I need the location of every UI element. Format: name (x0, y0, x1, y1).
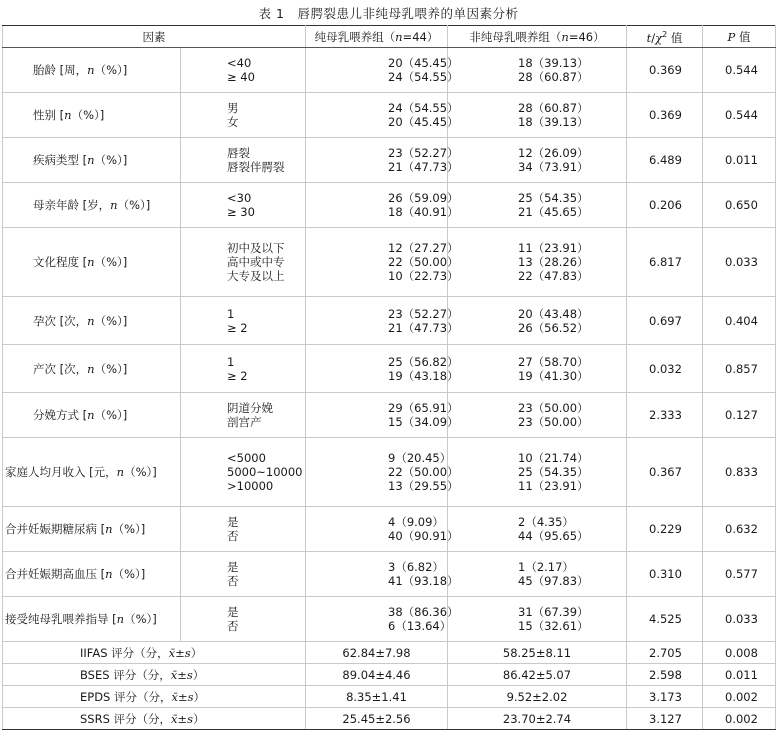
subcategory-value: 是 (227, 515, 239, 529)
statistic-value: 4.525 (627, 597, 703, 642)
subcategory-cell (181, 297, 306, 345)
group2-value: 27（58.70） (518, 354, 589, 369)
p-value: 0.544 (703, 93, 776, 138)
group1-value: 6（13.64） (388, 619, 452, 633)
p-value: 0.002 (703, 708, 776, 730)
p-value: 0.002 (703, 686, 776, 708)
group1-value: 23（52.27） (388, 306, 459, 321)
group1-cell (306, 438, 459, 507)
group2-cell (448, 438, 627, 507)
subcategory-cell (181, 93, 306, 138)
group1-value: 13（29.55） (388, 479, 459, 493)
subcategory-value: >10000 (227, 479, 274, 493)
subcategory-value: <5000 (227, 451, 266, 465)
factor-label: 疾病类型 [n（%）] (3, 138, 181, 183)
subcategory-cell (181, 345, 306, 393)
group2-value: 18（39.13） (518, 115, 589, 129)
statistic-value: 0.310 (627, 552, 703, 597)
subcategory-value: 否 (227, 619, 239, 633)
group2-value: 44（95.65） (518, 529, 589, 543)
group1-score: 8.35±1.41 (306, 686, 448, 708)
group2-value: 23（50.00） (518, 415, 589, 429)
statistic-value: 2.705 (627, 642, 703, 664)
group1-score: 62.84±7.98 (306, 642, 448, 664)
group2-value: 11（23.91） (518, 479, 589, 493)
p-value: 0.833 (703, 438, 776, 507)
p-value: 0.650 (703, 183, 776, 228)
factor-label: 分娩方式 [n（%）] (3, 393, 181, 438)
table-row (3, 507, 776, 552)
group2-value: 18（39.13） (518, 56, 589, 70)
group1-value: 21（47.73） (388, 160, 459, 174)
factor-label: 家庭人均月收入 [元，n（%）] (3, 438, 181, 507)
subcategory-cell (181, 507, 306, 552)
group1-value: 9（20.45） (388, 451, 452, 465)
group2-value: 12（26.09） (518, 146, 589, 160)
group2-cell (448, 345, 627, 393)
group1-value: 10（22.73） (388, 269, 459, 283)
table-row (3, 93, 776, 138)
table-row (3, 228, 776, 297)
subcategory-value: 5000~10000 (227, 465, 303, 479)
statistic-value: 3.173 (627, 686, 703, 708)
group1-cell (306, 297, 459, 345)
subcategory-value: 初中及以下 (227, 241, 285, 255)
statistic-value: 0.032 (627, 345, 703, 393)
header-factor: 因素 (3, 26, 306, 48)
group2-score: 9.52±2.02 (448, 686, 627, 708)
group1-cell (306, 393, 459, 438)
subcategory-cell (181, 552, 306, 597)
group2-cell (448, 93, 627, 138)
group2-value: 21（45.65） (518, 205, 589, 219)
p-value: 0.404 (703, 297, 776, 345)
group2-value: 15（32.61） (518, 619, 589, 633)
subcategory-value: <40 (227, 56, 252, 70)
table-row (3, 597, 776, 642)
group2-value: 1（2.17） (518, 560, 574, 574)
group1-score: 25.45±2.56 (306, 708, 448, 730)
group1-value: 19（43.18） (388, 368, 459, 383)
score-row (3, 642, 776, 664)
group2-value: 13（28.26） (518, 255, 589, 269)
group2-cell (448, 393, 627, 438)
p-value: 0.577 (703, 552, 776, 597)
table-row (3, 48, 776, 93)
group1-cell (306, 183, 459, 228)
group1-value: 21（47.73） (388, 320, 459, 335)
group1-value: 3（6.82） (388, 560, 444, 574)
table-row (3, 183, 776, 228)
subcategory-cell (181, 48, 306, 93)
table-title: 表 1 唇腭裂患儿非纯母乳喂养的单因素分析 (258, 6, 519, 21)
subcategory-value: ≥ 2 (227, 320, 248, 335)
group1-value: 38（86.36） (388, 605, 459, 619)
subcategory-value: 否 (227, 574, 239, 588)
group1-value: 29（65.91） (388, 401, 459, 415)
group1-value: 24（54.55） (388, 101, 459, 115)
group1-value: 20（45.45） (388, 115, 459, 129)
group1-value: 41（93.18） (388, 574, 459, 588)
factor-label: 母亲年龄 [岁，n（%）] (3, 183, 181, 228)
header-statistic: $t/\chi^2$ 值 (627, 26, 703, 48)
group2-value: 11（23.91） (518, 241, 589, 255)
score-row (3, 686, 776, 708)
group1-value: 22（50.00） (388, 255, 459, 269)
subcategory-value: 是 (227, 605, 239, 619)
subcategory-value: 否 (227, 529, 239, 543)
header-group2: 非纯母乳喂养组（n=46） (448, 26, 627, 48)
group2-value: 25（54.35） (518, 191, 589, 205)
group2-value: 23（50.00） (518, 401, 589, 415)
statistic-value: 0.229 (627, 507, 703, 552)
group1-value: 24（54.55） (388, 70, 459, 84)
group1-value: 12（27.27） (388, 241, 459, 255)
group1-cell (306, 507, 459, 552)
group2-score: 23.70±2.74 (448, 708, 627, 730)
table-row (3, 438, 776, 507)
subcategory-value: ≥ 40 (227, 70, 255, 84)
p-value: 0.127 (703, 393, 776, 438)
group2-value: 19（41.30） (518, 368, 589, 383)
factor-label: 合并妊娠期高血压 [n（%）] (3, 552, 181, 597)
group2-cell (448, 183, 627, 228)
factor-label: 性别 [n（%）] (3, 93, 181, 138)
factor-label: 胎龄 [周，n（%）] (3, 48, 181, 93)
factor-label: 文化程度 [n（%）] (3, 228, 181, 297)
statistic-value: 2.333 (627, 393, 703, 438)
score-label: SSRS 评分（分，x̄±s） (3, 708, 306, 730)
group1-value: 26（59.09） (388, 191, 459, 205)
score-row (3, 708, 776, 730)
group2-cell (448, 228, 627, 297)
subcategory-value: <30 (227, 191, 252, 205)
group1-value: 15（34.09） (388, 415, 459, 429)
header-group1: 纯母乳喂养组（n=44） (306, 26, 448, 48)
score-label: IIFAS 评分（分，x̄±s） (3, 642, 306, 664)
header-p-value: P 值 (703, 26, 776, 48)
group2-value: 25（54.35） (518, 465, 589, 479)
statistic-value: 6.489 (627, 138, 703, 183)
factor-label: 合并妊娠期糖尿病 [n（%）] (3, 507, 181, 552)
group2-cell (448, 48, 627, 93)
group2-value: 31（67.39） (518, 605, 589, 619)
group1-cell (306, 345, 459, 393)
statistic-value: 0.697 (627, 297, 703, 345)
group1-value: 25（56.82） (388, 354, 459, 369)
statistic-value: 0.369 (627, 93, 703, 138)
group2-score: 86.42±5.07 (448, 664, 627, 686)
group2-value: 28（60.87） (518, 70, 589, 84)
table-row (3, 297, 776, 345)
subcategory-value: ≥ 30 (227, 205, 255, 219)
score-label: BSES 评分（分，x̄±s） (3, 664, 306, 686)
subcategory-value: ≥ 2 (227, 368, 248, 383)
subcategory-cell (181, 138, 306, 183)
table-row (3, 138, 776, 183)
subcategory-cell (181, 183, 306, 228)
group2-value: 26（56.52） (518, 320, 589, 335)
group1-value: 23（52.27） (388, 146, 459, 160)
group2-value: 34（73.91） (518, 160, 589, 174)
subcategory-value: 男 (227, 101, 239, 115)
score-row (3, 664, 776, 686)
group1-value: 18（40.91） (388, 205, 459, 219)
group2-value: 28（60.87） (518, 101, 589, 115)
group1-value: 40（90.91） (388, 529, 459, 543)
p-value: 0.011 (703, 138, 776, 183)
group2-cell (448, 138, 627, 183)
group2-cell (448, 507, 627, 552)
p-value: 0.632 (703, 507, 776, 552)
group2-value: 22（47.83） (518, 269, 589, 283)
group2-score: 58.25±8.11 (448, 642, 627, 664)
subcategory-value: 唇裂 (227, 146, 250, 160)
statistic-value: 0.367 (627, 438, 703, 507)
subcategory-cell (181, 438, 306, 507)
subcategory-cell (181, 393, 306, 438)
p-value: 0.857 (703, 345, 776, 393)
group1-cell (306, 138, 459, 183)
subcategory-cell (181, 228, 306, 297)
statistic-value: 0.206 (627, 183, 703, 228)
group1-cell (306, 93, 459, 138)
group1-value: 22（50.00） (388, 465, 459, 479)
p-value: 0.008 (703, 642, 776, 664)
statistic-value: 0.369 (627, 48, 703, 93)
group1-value: 4（9.09） (388, 515, 444, 529)
group2-value: 10（21.74） (518, 451, 589, 465)
group1-cell (306, 552, 459, 597)
p-value: 0.011 (703, 664, 776, 686)
subcategory-value: 1 (227, 306, 235, 321)
p-value: 0.033 (703, 597, 776, 642)
group1-cell (306, 48, 459, 93)
statistic-value: 2.598 (627, 664, 703, 686)
univariate-analysis-table (2, 25, 776, 730)
group1-cell (306, 228, 459, 297)
group2-value: 45（97.83） (518, 574, 589, 588)
subcategory-value: 阴道分娩 (227, 401, 273, 415)
group2-value: 20（43.48） (518, 306, 589, 321)
group1-value: 20（45.45） (388, 56, 459, 70)
p-value: 0.544 (703, 48, 776, 93)
subcategory-value: 唇裂伴腭裂 (227, 160, 285, 174)
subcategory-value: 剖宫产 (227, 415, 262, 429)
group2-cell (448, 597, 627, 642)
group2-value: 2（4.35） (518, 515, 574, 529)
subcategory-value: 女 (227, 115, 239, 129)
p-value: 0.033 (703, 228, 776, 297)
subcategory-value: 大专及以上 (227, 269, 285, 283)
factor-label: 接受纯母乳喂养指导 [n（%）] (3, 597, 181, 642)
statistic-value: 6.817 (627, 228, 703, 297)
group1-score: 89.04±4.46 (306, 664, 448, 686)
factor-label: 孕次 [次，n（%）] (3, 297, 181, 345)
group1-cell (306, 597, 459, 642)
group2-cell (448, 297, 627, 345)
statistic-value: 3.127 (627, 708, 703, 730)
table-row (3, 552, 776, 597)
subcategory-value: 是 (227, 560, 239, 574)
score-label: EPDS 评分（分，x̄±s） (3, 686, 306, 708)
subcategory-value: 高中或中专 (227, 255, 285, 269)
table-row (3, 345, 776, 393)
table-row (3, 393, 776, 438)
subcategory-value: 1 (227, 354, 235, 369)
factor-label: 产次 [次，n（%）] (3, 345, 181, 393)
header-row (3, 26, 776, 48)
group2-cell (448, 552, 627, 597)
subcategory-cell (181, 597, 306, 642)
